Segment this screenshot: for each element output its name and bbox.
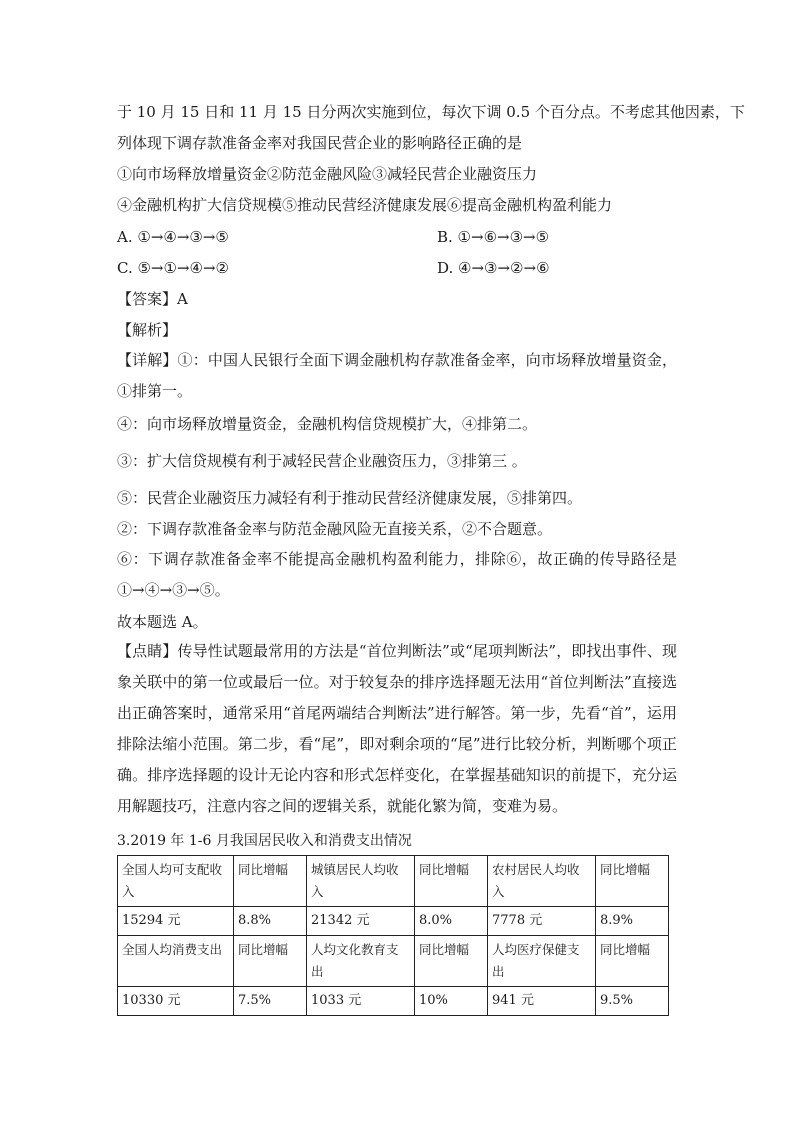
table-cell: 1033 元 (307, 987, 415, 1016)
table-cell: 8.9% (596, 907, 669, 936)
option-d: D. ④→③→②→⑥ (437, 259, 550, 277)
detail-paragraph-6: ⑥：下调存款准备金率不能提高金融机构盈利能力，排除⑥，故正确的传导路径是①→④→③→⑤。 (117, 550, 677, 599)
analysis-label: 【解析】 (117, 321, 178, 339)
answer-label: 【答案】A (117, 290, 188, 308)
table-cell: 同比增幅 (415, 856, 488, 907)
question-3-title: 3.2019 年 1-6 月我国居民收入和消费支出情况 (117, 833, 412, 849)
question-items-1: ①向市场释放增量资金②防范金融风险③减轻民营企业融资压力 (117, 165, 538, 183)
table-row (118, 856, 669, 907)
table-cell: 全国人均可支配收入 (118, 856, 234, 907)
table-cell: 同比增幅 (415, 936, 488, 987)
table-cell: 10330 元 (118, 987, 234, 1016)
detail-paragraph-2: ④：向市场释放增量资金，金融机构信贷规模扩大，④排第二。 (117, 415, 538, 433)
table-cell: 21342 元 (307, 907, 415, 936)
table-cell: 人均文化教育支出 (307, 936, 415, 987)
table-row (118, 987, 669, 1016)
table-cell: 农村居民人均收入 (488, 856, 596, 907)
table-cell: 15294 元 (118, 907, 234, 936)
table-cell: 941 元 (488, 987, 596, 1016)
table-cell: 10% (415, 987, 488, 1016)
table-cell: 全国人均消费支出 (118, 936, 234, 987)
question-line-1: 于 10 月 15 日和 11 月 15 日分两次实施到位，每次下调 0.5 个百分点。不考虑其他因素，下 (117, 103, 745, 121)
table-cell: 同比增幅 (596, 856, 669, 907)
table-cell: 9.5% (596, 987, 669, 1016)
table-cell: 7.5% (234, 987, 307, 1016)
table-row (118, 907, 669, 936)
table-cell: 同比增幅 (234, 856, 307, 907)
table-row (118, 936, 669, 987)
table-cell: 城镇居民人均收入 (307, 856, 415, 907)
option-b: B. ①→⑥→③→⑤ (437, 228, 550, 246)
detail-paragraph-3: ③：扩大信贷规模有利于减轻民营企业融资压力，③排第三 。 (117, 452, 527, 470)
income-expenditure-table (117, 855, 669, 1016)
question-line-2: 列体现下调存款准备金率对我国民营企业的影响路径正确的是 (117, 134, 523, 152)
option-c: C. ⑤→①→④→② (117, 259, 229, 277)
detail-paragraph-1: 【详解】①：中国人民银行全面下调金融机构存款准备金率，向市场释放增量资金，①排第一。 (117, 351, 677, 400)
table-cell: 人均医疗保健支出 (488, 936, 596, 987)
table-cell: 8.0% (415, 907, 488, 936)
conclusion: 故本题选 A。 (117, 613, 208, 631)
table-cell: 7778 元 (488, 907, 596, 936)
detail-paragraph-5: ②：下调存款准备金率与防范金融风险无直接关系，②不合题意。 (117, 520, 553, 538)
tip-paragraph: 【点睛】传导性试题最常用的方法是“首位判断法”或“尾项判断法”，即找出事件、现象关联中的第一位或最后一位。对于较复杂的排序选择题无法用“首位判断法”直接选出正确答案时，通常采用“首尾两端结合判断法”进行解答。第一步，先看“首”，运用排除法缩小范围。第二步，看“尾”，即对剩余项的“尾”进行比较分析，判断哪个项正确。排序选择题的设计无论内容和形式怎样变化，在掌握基础知识的前提下，充分运用解题技巧，注意内容之间的逻辑关系，就能化繁为简，变难为易。 (117, 642, 677, 815)
question-items-2: ④金融机构扩大信贷规模⑤推动民营经济健康发展⑥提高金融机构盈利能力 (117, 196, 613, 214)
table-cell: 8.8% (234, 907, 307, 936)
table-cell: 同比增幅 (596, 936, 669, 987)
detail-paragraph-4: ⑤：民营企业融资压力减轻有利于推动民营经济健康发展，⑤排第四。 (117, 489, 583, 507)
table-cell: 同比增幅 (234, 936, 307, 987)
option-a: A. ①→④→③→⑤ (117, 228, 229, 246)
